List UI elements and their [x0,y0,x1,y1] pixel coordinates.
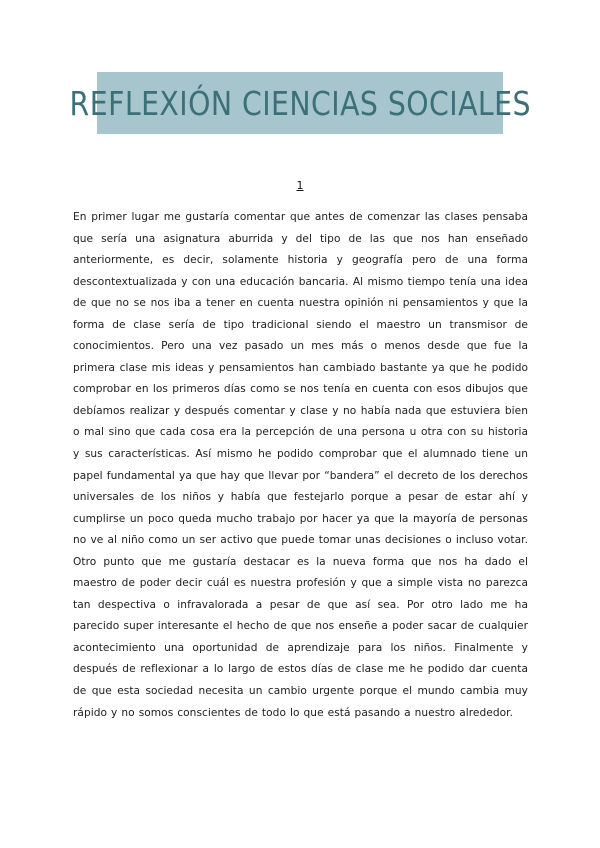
body-paragraph: En primer lugar me gustaría comentar que antes de comenzar las clases pensaba que sería una asignatura aburrida y del tipo de las que nos han enseñado anteriormente, es decir, solamente historia y geografía pero de una forma descontextualizada y con una educación bancaria. Al mismo tiempo tenía una idea de que no se nos iba a tener en cuenta nuestra opinión ni pensamientos y que la forma de clase sería de tipo tradicional siendo el maestro un transmisor de conocimientos. Pero una vez pasado un mes más o menos desde que fue la primera clase mis ideas y pensamientos han cambiado bastante ya que he podido comprobar en los primeros días como se nos tenía en cuenta con esos dibujos que debíamos realizar y después comentar y clase y no había nada que estuviera bien o mal sino que cada cosa era la percepción de una persona u otra con su historia y sus características. Así mismo he podido comprobar que el alumnado tiene un papel fundamental ya que hay que llevar por “bandera” el decreto de los derechos universales de los niños y había que festejarlo porque a pesar de estar ahí y cumplirse un poco queda mucho trabajo por hacer ya que la mayoría de personas no ve al niño como un ser activo que puede tomar unas decisiones o incluso votar. Otro punto que me gustaría destacar es la nueva forma que nos ha dado el maestro de poder decir cuál es nuestra profesión y que a simple vista no parezca tan despectiva o infravalorada a pesar de que así sea. Por otro lado me ha parecido super interesante el hecho de que nos enseñe a poder sacar de cualquier acontecimiento una oportunidad de aprendizaje para los niños. Finalmente y después de reflexionar a lo largo de estos días de clase me he podido dar cuenta de que esta sociedad necesita un cambio urgente porque el mundo cambia muy rápido y no somos conscientes de todo lo que está pasando a nuestro alrededor. [73,211,528,719]
page-number: 1 [296,179,304,192]
title-banner [69,72,531,134]
document-title: REFLEXIÓN CIENCIAS SOCIALES [69,83,531,123]
